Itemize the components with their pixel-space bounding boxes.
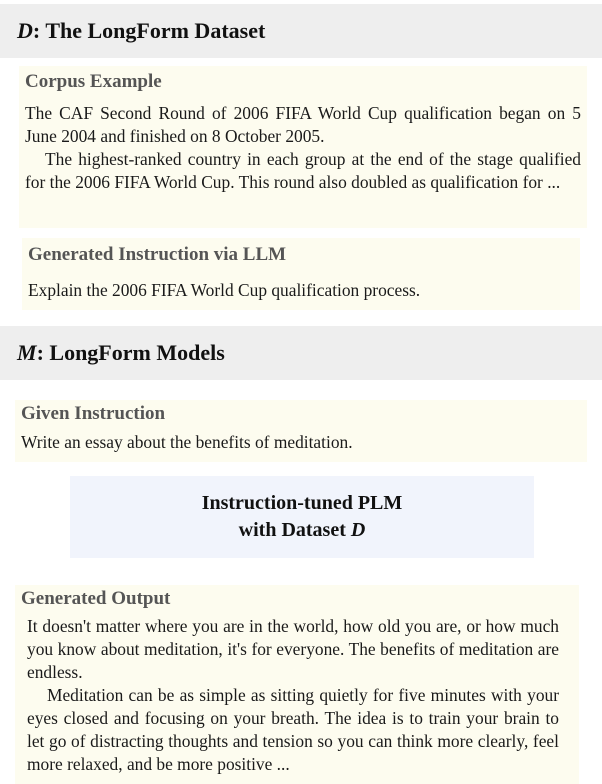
given-instruction-text: Write an essay about the benefits of meditation.	[21, 432, 353, 452]
given-instruction-card	[15, 400, 587, 462]
plm-box-line1: Instruction-tuned PLM	[201, 492, 403, 514]
generated-instruction-card	[22, 238, 580, 310]
models-variable: M	[17, 340, 37, 365]
output-paragraph: It doesn't matter where you are in the world, how old you are, or how much you know about meditation, it's for everyone. The benefits of meditation are endless.	[27, 616, 559, 682]
generated-output-title: Generated Output	[21, 588, 171, 609]
dataset-variable: D	[17, 18, 33, 43]
models-section-header	[0, 326, 602, 380]
generated-instruction-title: Generated Instruction via LLM	[28, 244, 287, 265]
plm-box-line2	[239, 517, 366, 544]
corpus-example-card	[19, 66, 587, 228]
generated-output-text	[21, 615, 573, 776]
models-section-title: : LongForm Models	[36, 340, 225, 365]
plm-box-dataset-variable: D	[350, 519, 366, 541]
dataset-section-header	[0, 4, 602, 58]
corpus-example-text	[25, 102, 581, 194]
output-paragraph: Meditation can be as simple as sitting quietly for five minutes with your eyes closed and focusing on your breath. The idea is to train your brain to let go of distracting thoughts and tension so you can think more clearly, feel more relaxed, and be more positive ...	[27, 685, 559, 774]
generated-instruction-text: Explain the 2006 FIFA World Cup qualification process.	[28, 280, 421, 300]
generated-output-card	[15, 585, 579, 784]
plm-box	[70, 476, 534, 558]
corpus-paragraph: The highest-ranked country in each group at the end of the stage qualified for the 2006 FIFA World Cup. This round also doubled as qualification for ...	[25, 149, 581, 192]
given-instruction-title: Given Instruction	[21, 403, 166, 424]
dataset-section-title: : The LongForm Dataset	[32, 18, 266, 43]
corpus-paragraph: The CAF Second Round of 2006 FIFA World Cup qualification began on 5 June 2004 and finished on 8 October 2005.	[25, 103, 581, 146]
corpus-example-title: Corpus Example	[25, 71, 162, 92]
plm-box-line2-prefix: with Dataset	[238, 519, 351, 541]
